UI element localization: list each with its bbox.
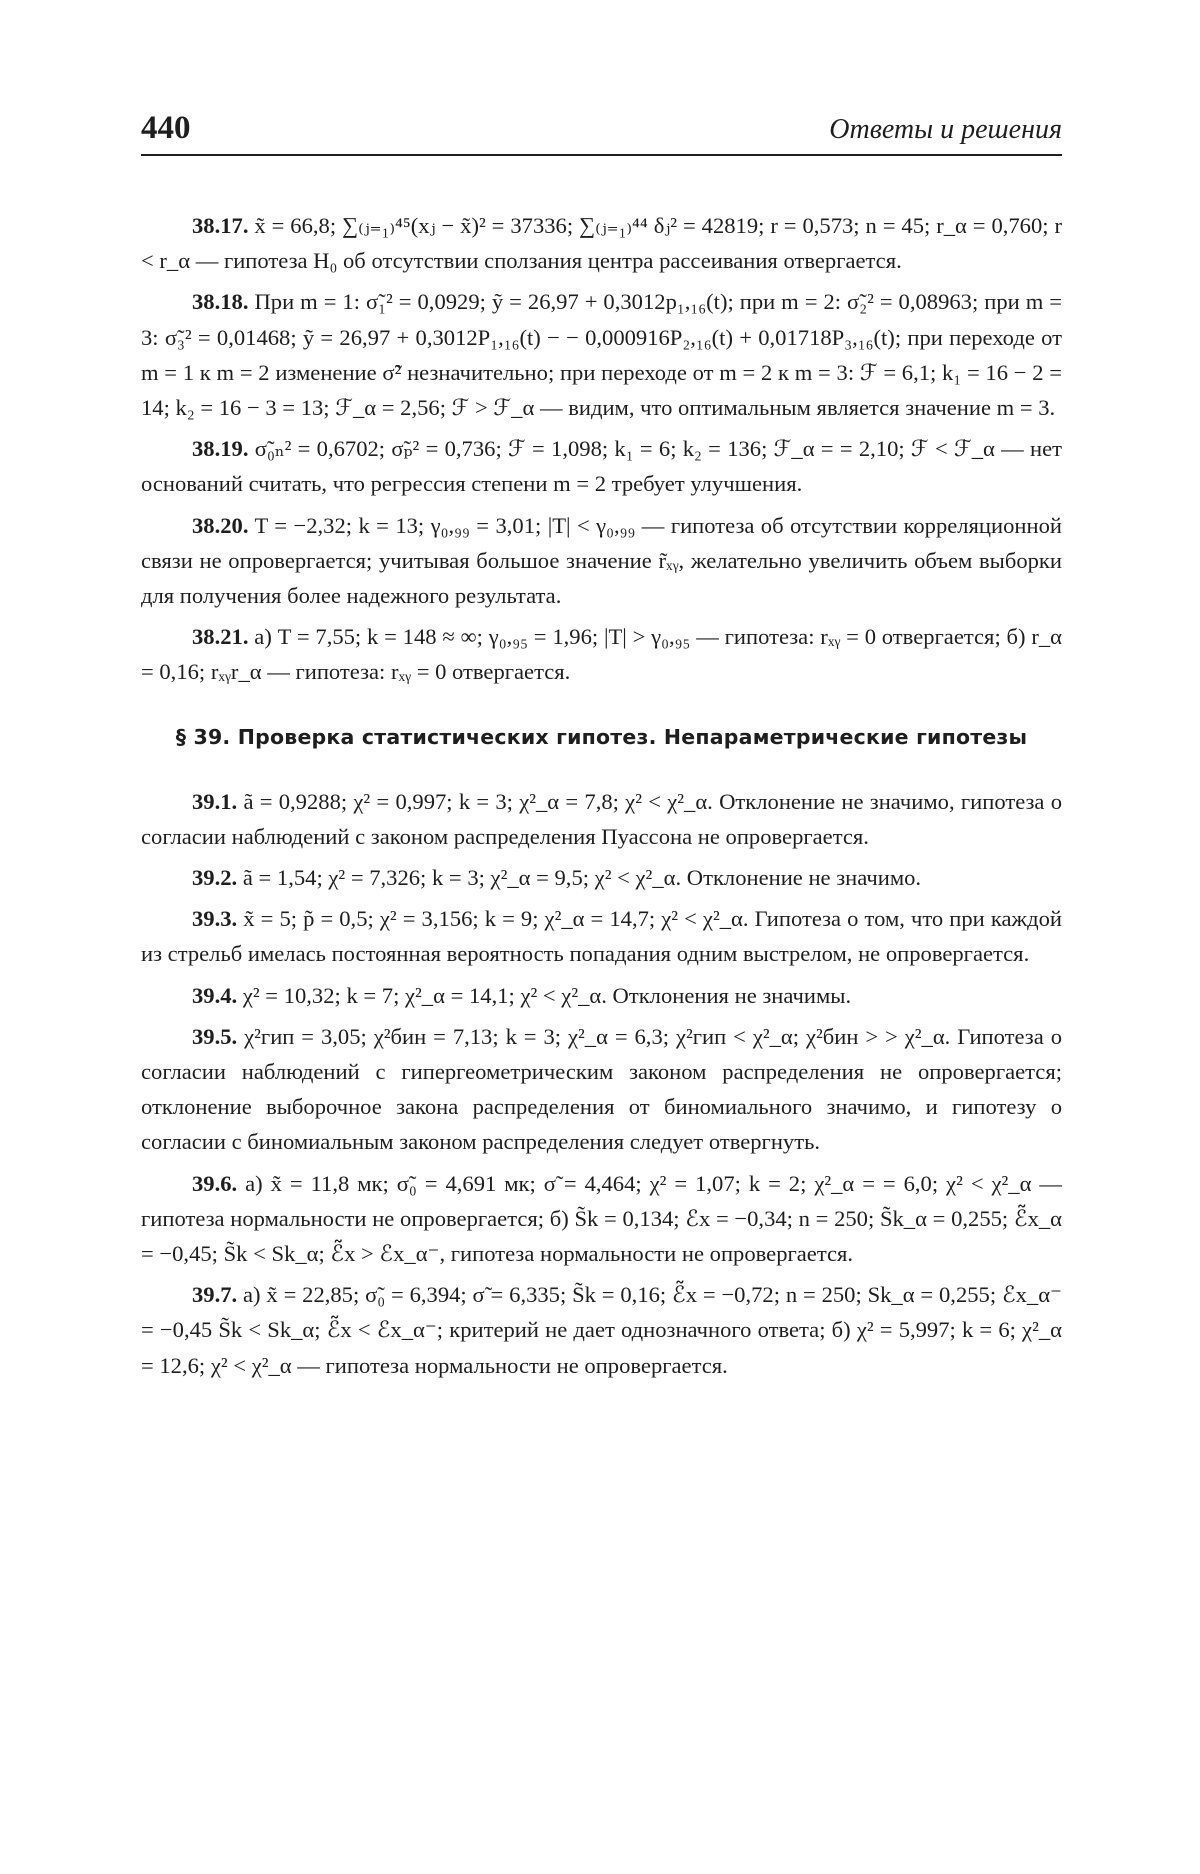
answer-text: а) x̃ = 11,8 мк; σ̃₀ = 4,691 мк; σ̃ = 4,464; χ² = 1,07; k = 2; χ²_α = = 6,0; χ² < χ²_α — гипотеза нормальности не опровергается; б) S̃k = 0,134; ℰx = −0,34; n = 250; S̃k_α = 0,255; ℰ̃x_α = −0,45; S̃k < Sk_α; ℰ̃x > ℰx_α⁻, гипотеза нормальности не опровергается. bbox=[141, 1170, 1062, 1267]
answer-text: χ² = 10,32; k = 7; χ²_α = 14,1; χ² < χ²_α. Отклонения не значимы. bbox=[242, 982, 852, 1008]
answer-38-17 bbox=[141, 208, 1062, 278]
answer-number: 39.2. bbox=[192, 865, 238, 891]
answer-39-4 bbox=[141, 978, 1062, 1013]
answer-text: x̃ = 5; p̃ = 0,5; χ² = 3,156; k = 9; χ²_α = 14,7; χ² < χ²_α. Гипотеза о том, что при каждой из стрельб имелась постоянная вероятность попадания одним выстрелом, не опровергается. bbox=[141, 906, 1062, 967]
answer-text: x̃ = 66,8; ∑₍ⱼ₌₁₎⁴⁵(xⱼ − x̃)² = 37336; ∑₍ⱼ₌₁₎⁴⁴ δⱼ² = 42819; r = 0,573; n = 45; r_α = 0,760; r < r_α — гипотеза H₀ об отсутствии сползания центра рассеивания отвергается. bbox=[141, 213, 1063, 274]
answer-39-3 bbox=[141, 901, 1062, 971]
answer-text: ã = 1,54; χ² = 7,326; k = 3; χ²_α = 9,5; χ² < χ²_α. Отклонение не значимо. bbox=[242, 865, 922, 891]
answer-number: 38.18. bbox=[192, 289, 249, 315]
answer-39-2 bbox=[141, 860, 1062, 895]
answer-number: 38.19. bbox=[192, 436, 249, 462]
answer-number: 39.6. bbox=[192, 1170, 238, 1196]
answer-number: 39.7. bbox=[192, 1282, 238, 1308]
answer-39-5 bbox=[141, 1019, 1062, 1160]
answer-number: 38.20. bbox=[192, 512, 249, 538]
answer-number: 39.1. bbox=[192, 788, 238, 814]
answer-text: ã = 0,9288; χ² = 0,997; k = 3; χ²_α = 7,8; χ² < χ²_α. Отклонение не значимо, гипотеза о согласии наблюдений с законом распределения Пуассона не опровергается. bbox=[141, 788, 1062, 849]
answer-text: а) x̃ = 22,85; σ̃₀ = 6,394; σ̃ = 6,335; S̃k = 0,16; ℰ̃x = −0,72; n = 250; Sk_α = 0,255; ℰx_α⁻ = −0,45 S̃k < Sk_α; ℰ̃x < ℰx_α⁻; критерий не дает однозначного ответа; б) χ² = 5,997; k = 6; χ²_α = 12,6; χ² < χ²_α — гипотеза нормальности не опровергается. bbox=[141, 1282, 1062, 1378]
answer-38-20 bbox=[141, 508, 1062, 614]
answer-39-6 bbox=[141, 1166, 1062, 1272]
running-title: Ответы и решения bbox=[829, 114, 1062, 145]
answer-number: 38.21. bbox=[192, 624, 249, 650]
answer-38-19 bbox=[141, 431, 1062, 501]
answer-text: При m = 1: σ̃₁² = 0,0929; ỹ = 26,97 + 0,3012p₁,₁₆(t); при m = 2: σ̃₂² = 0,08963; при m = 3: σ̃₃² = 0,01468; ỹ = 26,97 + 0,3012P₁,₁₆(t) − − 0,000916P₂,₁₆(t) + 0,01718P₃,₁₆(t); при переходе от m = 1 к m = 2 изменение σ̃² незначительно; при переходе от m = 2 к m = 3: ℱ = 6,1; k₁ = 16 − 2 = 14; k₂ = 16 − 3 = 13; ℱ_α = 2,56; ℱ > ℱ_α — видим, что оптимальным является значение m = 3. bbox=[141, 289, 1062, 421]
answer-number: 39.4. bbox=[192, 982, 238, 1008]
answer-38-18 bbox=[141, 284, 1062, 425]
answer-39-1 bbox=[141, 784, 1062, 854]
answer-number: 39.3. bbox=[192, 906, 238, 932]
answers-body bbox=[141, 208, 1062, 1389]
answer-39-7 bbox=[141, 1277, 1062, 1383]
answer-text: T = −2,32; k = 13; γ₀,₉₉ = 3,01; |T| < γ₀,₉₉ — гипотеза об отсутствии корреляционной связи не опровергается; учитывая большое значение r̃ₓᵧ, желательно увеличить объем выборки для получения более надежного результата. bbox=[141, 512, 1062, 609]
running-head bbox=[141, 110, 1062, 156]
answer-38-21 bbox=[141, 619, 1062, 689]
answer-number: 38.17. bbox=[192, 213, 249, 238]
section-heading: § 39. Проверка статистических гипотез. Непараметрические гипотезы bbox=[175, 724, 1028, 749]
answer-text: а) T = 7,55; k = 148 ≈ ∞; γ₀,₉₅ = 1,96; |T| > γ₀,₉₅ — гипотеза: rₓᵧ = 0 отвергается; б) r_α = 0,16; rₓᵧr_α — гипотеза: rₓᵧ = 0 отвергается. bbox=[141, 624, 1062, 685]
answer-text: χ²гип = 3,05; χ²бин = 7,13; k = 3; χ²_α = 6,3; χ²гип < χ²_α; χ²бин > > χ²_α. Гипотеза о согласии наблюдений с гипергеометрическим законом распределения не опровергается; отклонение выборочное закона распределения от биномиального значимо, и гипотезу о согласии с биномиальным законом распределения следует отвергнуть. bbox=[141, 1023, 1062, 1155]
answer-text: σ̃₀ₙ² = 0,6702; σ̃ₚ² = 0,736; ℱ = 1,098; k₁ = 6; k₂ = 136; ℱ_α = = 2,10; ℱ < ℱ_α — нет оснований считать, что регрессия степени m = 2 требует улучшения. bbox=[141, 436, 1062, 497]
answer-number: 39.5. bbox=[192, 1023, 238, 1049]
page-number: 440 bbox=[141, 110, 191, 146]
